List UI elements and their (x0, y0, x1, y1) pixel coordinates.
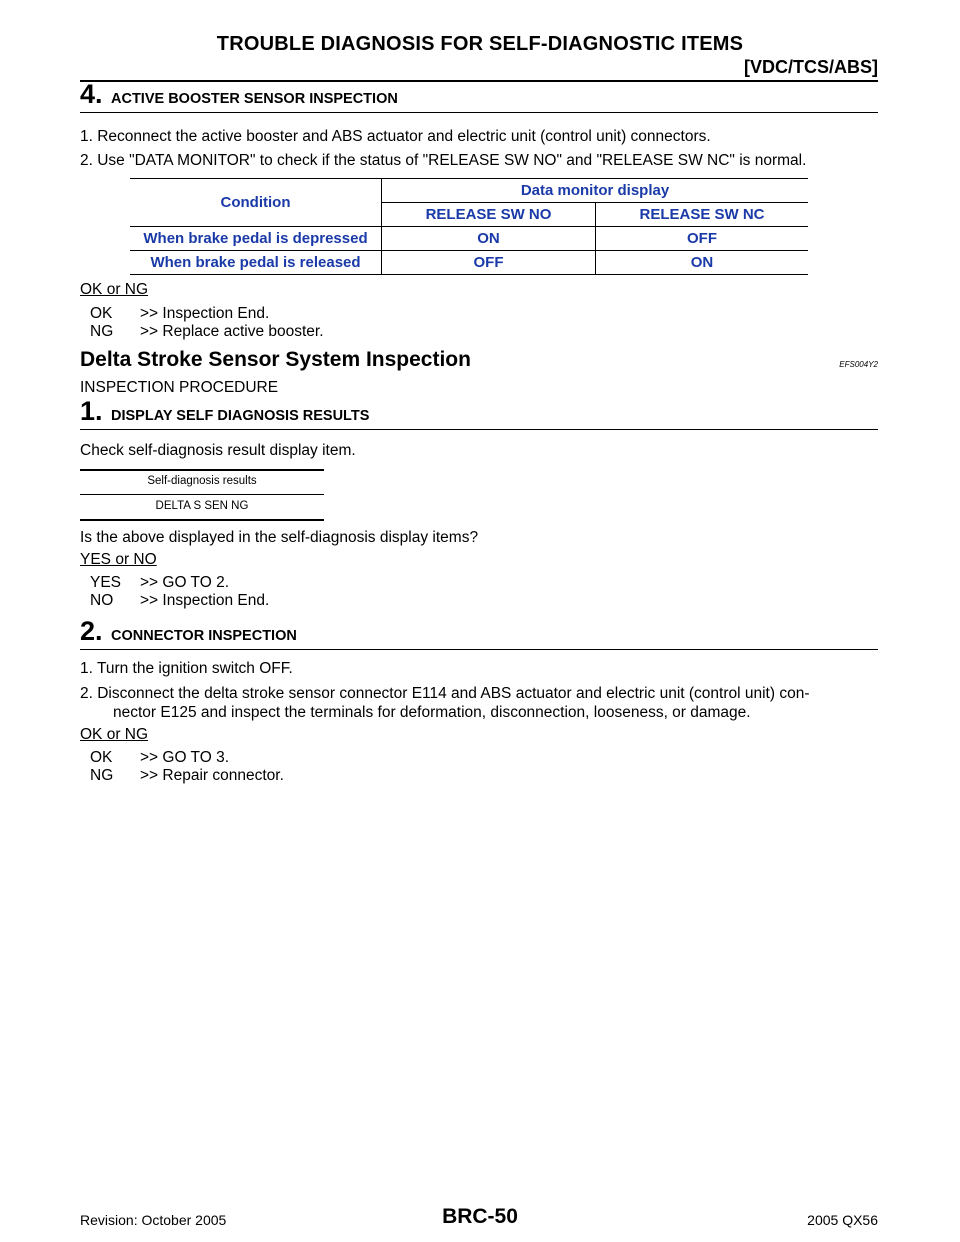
step-2-line-2: 2. Disconnect the delta stroke sensor connector E114 and ABS actuator and electric unit (control unit) con- (80, 685, 810, 702)
release-sw-nc-cell: OFF (596, 227, 809, 251)
self-diagnosis-header: Self-diagnosis results (147, 475, 257, 487)
self-diagnosis-box (80, 469, 324, 521)
self-diagnosis-value: DELTA S SEN NG (155, 500, 249, 512)
step-4-line-1: 1. Reconnect the active booster and ABS actuator and electric unit (control unit) connectors. (80, 128, 711, 145)
model-year: 2005 QX56 (807, 1212, 878, 1228)
page-number: BRC-50 (442, 1205, 518, 1228)
result-code: OK (90, 749, 113, 766)
release-sw-no-cell: ON (382, 227, 596, 251)
result-code: NG (90, 323, 114, 340)
condition-header: Condition (130, 179, 382, 227)
box-bottom-rule (80, 519, 324, 521)
step-4-line-2: 2. Use "DATA MONITOR" to check if the status of "RELEASE SW NO" and "RELEASE SW NC" is normal. (80, 152, 807, 169)
table-row (130, 227, 808, 251)
header-divider (80, 80, 878, 82)
step-4-heading (80, 79, 878, 113)
result-label: OK or NG (80, 281, 149, 298)
release-sw-no-cell: OFF (382, 251, 596, 275)
result-code: YES (90, 574, 122, 591)
result-text: >> Repair connector. (140, 767, 284, 784)
revision-date: Revision: October 2005 (80, 1212, 227, 1228)
procedure-heading: INSPECTION PROCEDURE (80, 379, 279, 396)
result-text: >> Inspection End. (140, 305, 270, 322)
section-title: Delta Stroke Sensor System Inspection (80, 348, 471, 371)
step-1-question: Is the above displayed in the self-diagnosis display items? (80, 529, 479, 546)
step-1-line: Check self-diagnosis result display item. (80, 442, 356, 459)
release-sw-nc-cell: ON (596, 251, 809, 275)
step-1-heading (80, 396, 878, 430)
data-monitor-header: Data monitor display (382, 179, 809, 203)
step-title: ACTIVE BOOSTER SENSOR INSPECTION (111, 91, 398, 107)
step-number: 2. (80, 616, 103, 646)
box-mid-rule (80, 494, 324, 495)
result-text: >> Inspection End. (140, 592, 270, 609)
section-code: EFS004Y2 (839, 360, 878, 369)
step-number: 1. (80, 396, 103, 426)
table-row (130, 251, 808, 275)
page-title: TROUBLE DIAGNOSIS FOR SELF-DIAGNOSTIC ITEMS (216, 33, 744, 55)
condition-cell: When brake pedal is released (130, 251, 382, 275)
result-code: NO (90, 592, 114, 609)
step-number: 4. (80, 79, 103, 109)
page-subtitle: [VDC/TCS/ABS] (744, 57, 878, 77)
result-label: OK or NG (80, 726, 149, 743)
result-text: >> GO TO 2. (140, 574, 230, 591)
condition-cell: When brake pedal is depressed (130, 227, 382, 251)
result-text: >> Replace active booster. (140, 323, 324, 340)
step-2-heading (80, 616, 878, 650)
result-label: YES or NO (80, 551, 157, 568)
result-text: >> GO TO 3. (140, 749, 230, 766)
step-2-line-3: nector E125 and inspect the terminals for deformation, disconnection, looseness, or damage. (113, 704, 751, 721)
release-sw-nc-header: RELEASE SW NC (596, 203, 809, 227)
step-2-line-1: 1. Turn the ignition switch OFF. (80, 660, 293, 677)
release-sw-no-header: RELEASE SW NO (382, 203, 596, 227)
data-monitor-table (130, 178, 808, 275)
result-code: NG (90, 767, 114, 784)
box-top-rule (80, 469, 324, 471)
step-title: DISPLAY SELF DIAGNOSIS RESULTS (111, 408, 370, 424)
result-code: OK (90, 305, 113, 322)
step-title: CONNECTOR INSPECTION (111, 628, 297, 644)
